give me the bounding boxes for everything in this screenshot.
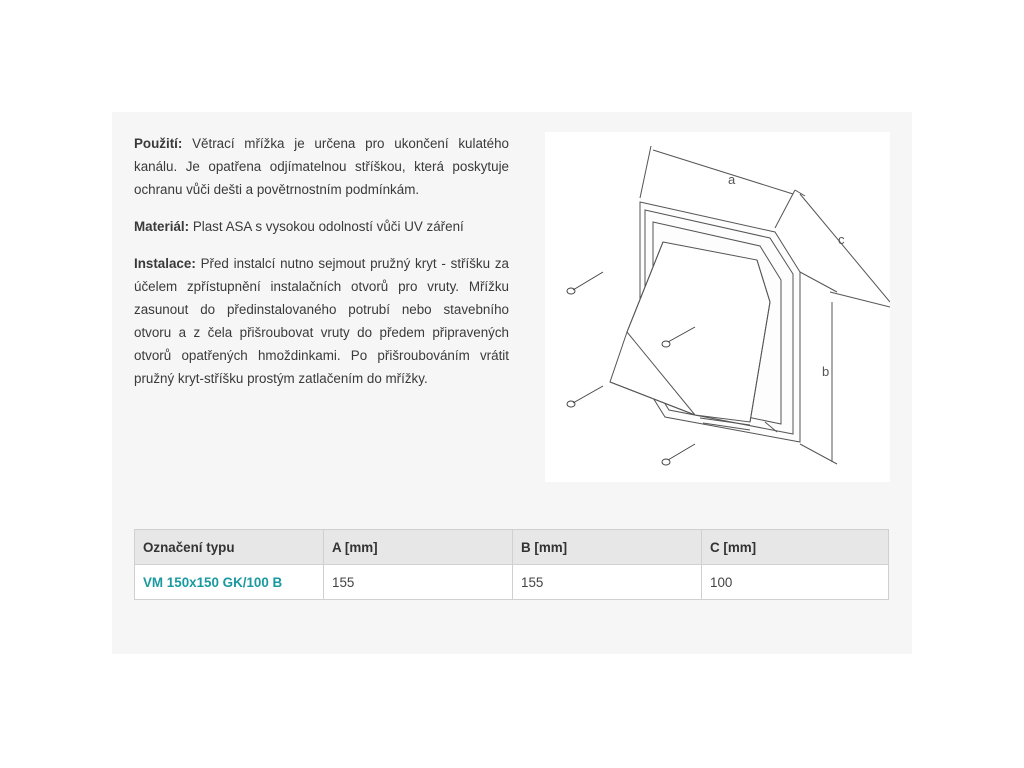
- header-b: B [mm]: [513, 530, 702, 565]
- installation-paragraph: [134, 252, 509, 390]
- cell-a: 155: [324, 565, 513, 600]
- product-technical-drawing: [545, 132, 890, 482]
- usage-text: Větrací mřížka je určena pro ukončení kulatého kanálu. Je opatřena odjímatelnou stříškou, která poskytuje ochranu vůči dešti a povětrnostním podmínkám.: [134, 136, 509, 197]
- usage-paragraph: [134, 132, 509, 201]
- usage-label: Použití:: [134, 136, 183, 151]
- table-header-row: [135, 530, 889, 565]
- vent-grille-drawing: [545, 132, 890, 482]
- cell-type-link[interactable]: VM 150x150 GK/100 B: [135, 565, 324, 600]
- header-c: C [mm]: [702, 530, 889, 565]
- material-paragraph: [134, 215, 509, 238]
- dimension-c-label: c: [838, 232, 845, 247]
- material-label: Materiál:: [134, 219, 190, 234]
- cell-b: 155: [513, 565, 702, 600]
- table-row: [135, 565, 889, 600]
- cell-c: 100: [702, 565, 889, 600]
- product-description: [134, 132, 509, 404]
- header-type: Označení typu: [135, 530, 324, 565]
- installation-label: Instalace:: [134, 256, 196, 271]
- dimension-a-label: a: [728, 172, 736, 187]
- installation-text: Před instalcí nutno sejmout pružný kryt - stříšku za účelem zpřístupnění instalačních otvorů pro vruty. Mřížku zasunout do předinstalovaného potrubí nebo stavebního otvoru a z čela přišroubovat vruty do předem připravených otvorů opatřených hmoždinkami. Po přišroubováním vrátit pružný kryt-stříšku prostým zatlačením do mřížky.: [134, 256, 509, 386]
- header-a: A [mm]: [324, 530, 513, 565]
- specification-table: [134, 529, 889, 600]
- material-text: Plast ASA s vysokou odolností vůči UV záření: [192, 219, 464, 234]
- dimension-b-label: b: [822, 364, 830, 379]
